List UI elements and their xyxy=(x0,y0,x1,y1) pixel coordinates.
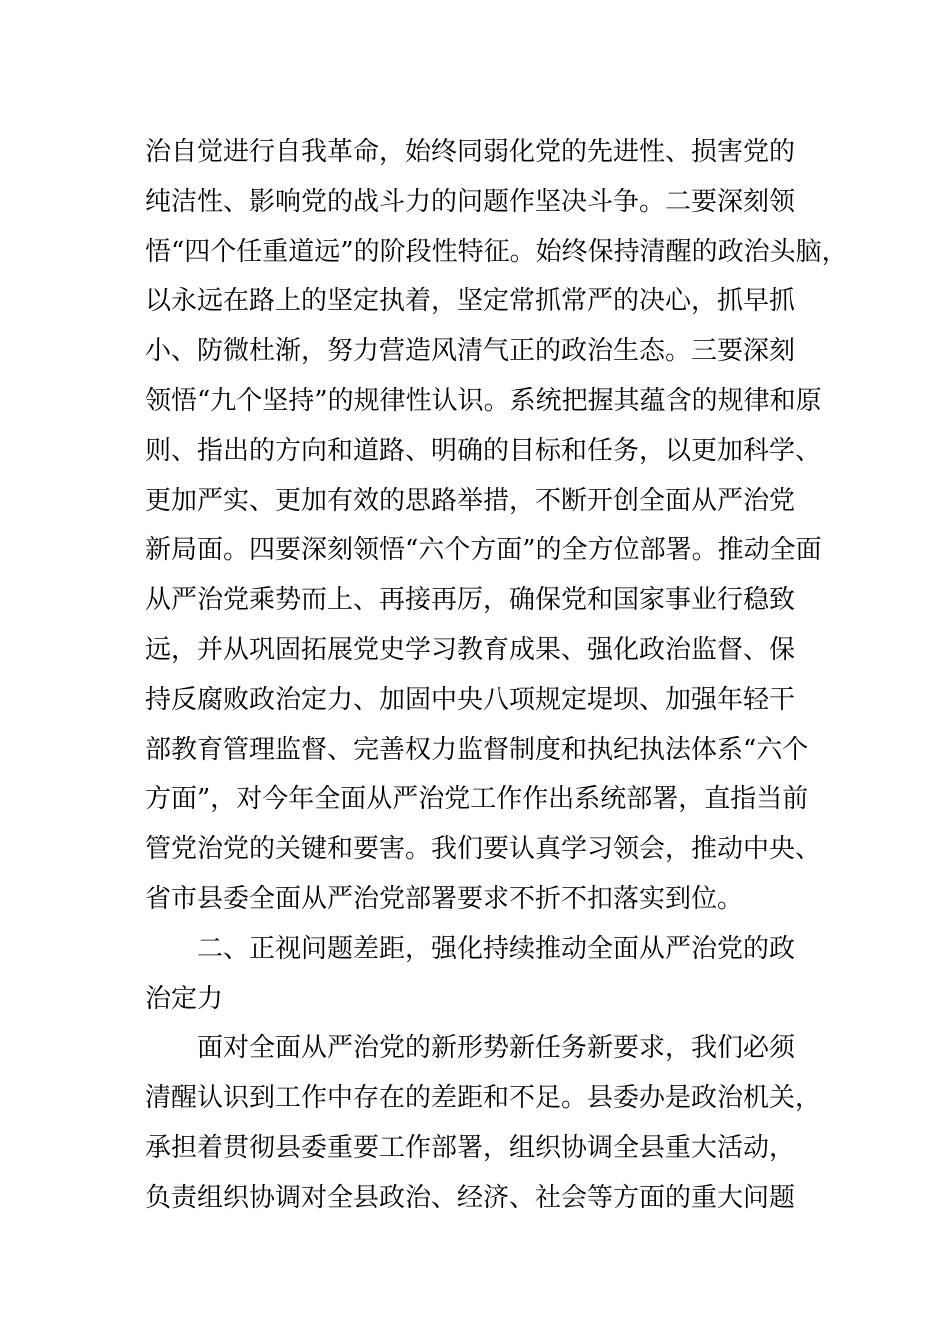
text-line: 承担着贯彻县委重要工作部署，组织协调全县重大活动， xyxy=(145,1132,796,1163)
text-line: 省市县委全面从严治党部署要求不折不扣落实到位。 xyxy=(145,883,744,914)
section-heading: 二、正视问题差距，强化持续推动全面从严治党的政 xyxy=(197,933,796,964)
text-line: 领悟“九个坚持”的规律性认识。系统把握其蕴含的规律和原 xyxy=(145,385,822,416)
text-line: 更加严实、更加有效的思路举措，不断开创全面从严治党 xyxy=(145,485,796,516)
section-heading-continued: 治定力 xyxy=(145,983,224,1014)
text-line: 悟“四个任重道远”的阶段性特征。始终保持清醒的政治头脑， xyxy=(145,236,848,267)
text-line: 纯洁性、影响党的战斗力的问题作坚决斗争。二要深刻领 xyxy=(145,186,796,217)
text-line: 方面”，对今年全面从严治党工作作出系统部署，直指当前 xyxy=(145,784,809,815)
text-line: 远，并从巩固拓展党史学习教育成果、强化政治监督、保 xyxy=(145,634,796,665)
text-line: 从严治党乘势而上、再接再厉，确保党和国家事业行稳致 xyxy=(145,585,796,616)
text-line: 清醒认识到工作中存在的差距和不足。县委办是政治机关， xyxy=(145,1083,822,1114)
text-line: 治自觉进行自我革命，始终同弱化党的先进性、损害党的 xyxy=(145,137,796,167)
text-line: 新局面。四要深刻领悟“六个方面”的全方位部署。推动全面 xyxy=(145,535,822,566)
text-line: 管党治党的关键和要害。我们要认真学习领会，推动中央、 xyxy=(145,834,822,865)
text-line: 以永远在路上的坚定执着，坚定常抓常严的决心，抓早抓 xyxy=(145,286,796,317)
text-line: 面对全面从严治党的新形势新任务新要求，我们必须 xyxy=(197,1033,796,1064)
text-line: 持反腐败政治定力、加固中央八项规定堤坝、加强年轻干 xyxy=(145,684,796,715)
text-line: 则、指出的方向和道路、明确的目标和任务，以更加科学、 xyxy=(145,435,822,466)
text-line: 小、防微杜渐，努力营造风清气正的政治生态。三要深刻 xyxy=(145,336,796,367)
text-line: 负责组织协调对全县政治、经济、社会等方面的重大问题 xyxy=(145,1182,796,1213)
body-text xyxy=(145,128,848,1224)
text-line: 部教育管理监督、完善权力监督制度和执纪执法体系“六个 xyxy=(145,734,809,765)
